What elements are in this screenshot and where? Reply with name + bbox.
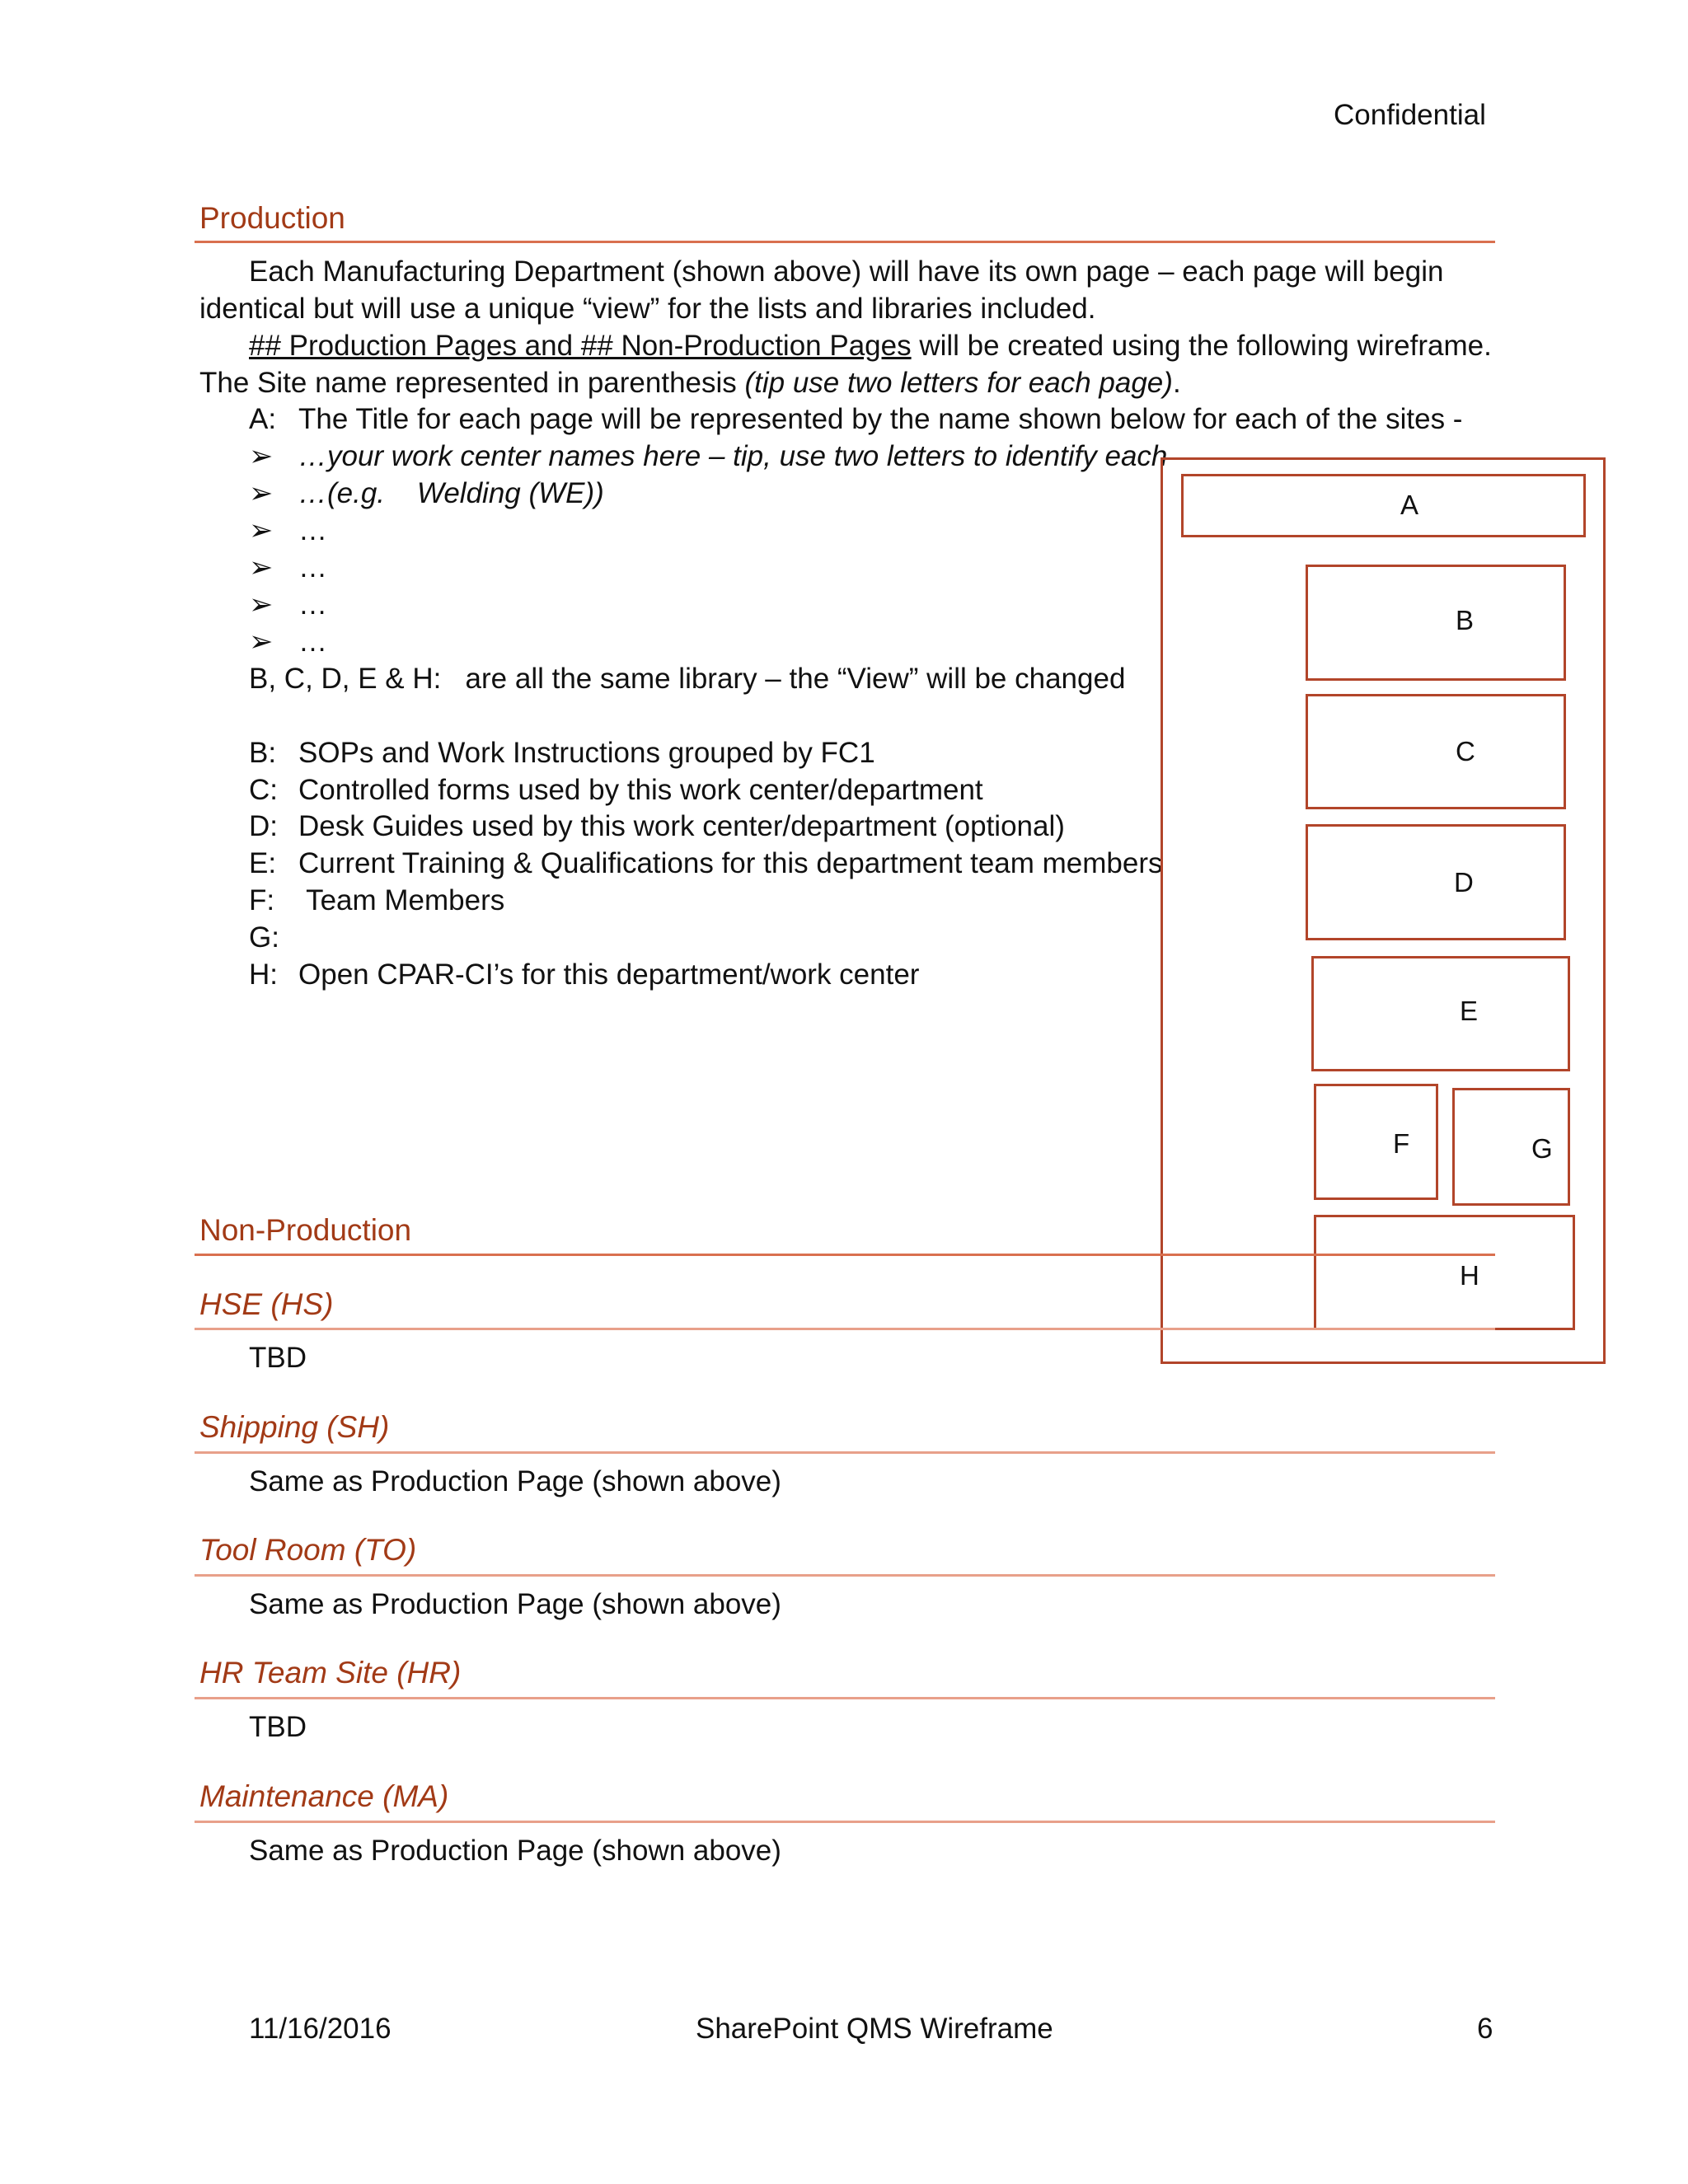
bullet-text: … <box>298 514 327 546</box>
wireframe-box-b <box>1306 565 1566 681</box>
wireframe-box-label: D <box>1454 867 1474 898</box>
section-rule <box>195 1451 1495 1454</box>
wireframe-box-label: G <box>1531 1133 1553 1164</box>
bullet-item <box>249 587 327 623</box>
item-key: F: <box>249 884 275 916</box>
wireframe-box-c <box>1306 694 1566 809</box>
section-body-hr: TBD <box>249 1711 307 1743</box>
production-para1-line1: Each Manufacturing Department (shown above) will have its own page – each page will begin <box>249 255 1444 288</box>
section-title-hse: HSE (HS) <box>199 1287 334 1321</box>
bullet-item <box>249 624 327 660</box>
production-para3-plain: The Site name represented in parenthesis <box>199 367 745 399</box>
item-h <box>249 957 919 993</box>
item-g <box>249 920 298 956</box>
wireframe-box-f <box>1314 1084 1438 1200</box>
wireframe-box-a <box>1181 474 1586 537</box>
item-text: Controlled forms used by this work center/department <box>298 774 983 806</box>
bullet-item <box>249 550 327 586</box>
production-para3-tip: (tip use two letters for each page) <box>744 367 1173 399</box>
item-key: D: <box>249 810 278 842</box>
non-production-heading: Non-Production <box>199 1213 412 1247</box>
item-b <box>249 735 875 771</box>
item-f <box>249 883 504 919</box>
footer-page-number: 6 <box>1477 2013 1493 2045</box>
wireframe-box-label: E <box>1460 996 1479 1026</box>
bullet-text: … <box>298 588 327 621</box>
bullet-item <box>249 476 604 512</box>
footer-title: SharePoint QMS Wireframe <box>696 2013 1053 2045</box>
production-heading-rule <box>195 241 1495 243</box>
item-text: SOPs and Work Instructions grouped by FC1 <box>298 737 875 769</box>
item-e <box>249 846 1163 882</box>
production-pages-link-text: ## Production Pages and ## Non-Production Pages <box>249 330 912 362</box>
wireframe-box-e <box>1311 956 1570 1071</box>
item-key: E: <box>249 847 277 879</box>
bullet-item <box>249 513 327 549</box>
section-title-maintenance: Maintenance (MA) <box>199 1779 449 1813</box>
item-a-key: A: <box>249 403 277 435</box>
header-confidential: Confidential <box>1334 99 1486 131</box>
section-rule <box>195 1574 1495 1577</box>
section-title-tool-room: Tool Room (TO) <box>199 1533 417 1567</box>
item-a-text: The Title for each page will be represented by the name shown below for each of the sites - <box>298 403 1463 435</box>
item-c <box>249 772 983 808</box>
production-para2-rest: will be created using the following wireframe. <box>911 330 1492 362</box>
section-title-shipping: Shipping (SH) <box>199 1410 390 1444</box>
item-key: B: <box>249 737 277 769</box>
item-key: H: <box>249 958 278 991</box>
arrow-bullet-icon: ➢ <box>249 626 274 658</box>
section-body-hse: TBD <box>249 1342 307 1374</box>
production-para1-line2: identical but will use a unique “view” for the lists and libraries included. <box>199 293 1096 325</box>
arrow-bullet-icon: ➢ <box>249 440 274 472</box>
footer-date: 11/16/2016 <box>249 2013 392 2045</box>
arrow-bullet-icon: ➢ <box>249 588 274 621</box>
section-body-shipping: Same as Production Page (shown above) <box>249 1465 781 1497</box>
section-body-tool-room: Same as Production Page (shown above) <box>249 1588 781 1620</box>
wireframe-box-d <box>1306 824 1566 940</box>
bullet-text: … <box>298 551 327 583</box>
wireframe-box-label: A <box>1400 490 1419 520</box>
section-rule <box>195 1821 1495 1823</box>
item-d <box>249 808 1065 845</box>
item-text: Current Training & Qualifications for this department team members <box>298 847 1163 879</box>
production-para3 <box>199 365 1181 401</box>
bullet-text: …(e.g. Welding (WE)) <box>298 477 604 509</box>
wireframe-box-label: C <box>1456 736 1475 766</box>
section-body-maintenance: Same as Production Page (shown above) <box>249 1835 781 1867</box>
section-rule <box>195 1697 1495 1699</box>
wireframe-box-g <box>1452 1088 1570 1206</box>
production-para2 <box>249 328 1492 364</box>
bullet-item <box>249 438 1167 475</box>
item-text: Desk Guides used by this work center/department (optional) <box>298 810 1065 842</box>
section-title-hr: HR Team Site (HR) <box>199 1656 462 1690</box>
wireframe-box-label: F <box>1393 1128 1410 1159</box>
arrow-bullet-icon: ➢ <box>249 477 274 509</box>
item-key: C: <box>249 774 278 806</box>
section-rule <box>195 1328 1495 1330</box>
arrow-bullet-icon: ➢ <box>249 551 274 583</box>
bullet-text: …your work center names here – tip, use two letters to identify each <box>298 440 1168 472</box>
bullet-text: … <box>298 626 327 658</box>
arrow-bullet-icon: ➢ <box>249 514 274 546</box>
same-library-note: B, C, D, E & H: are all the same library – the “View” will be changed <box>249 663 1126 695</box>
production-heading: Production <box>199 201 345 235</box>
wireframe-box-h <box>1314 1215 1575 1330</box>
item-text: Open CPAR-CI’s for this department/work center <box>298 958 920 991</box>
wireframe-box-label: H <box>1460 1260 1479 1291</box>
non-production-heading-rule <box>195 1254 1495 1256</box>
item-text: Team Members <box>298 884 505 916</box>
production-para3-end: . <box>1172 367 1181 399</box>
wireframe-box-label: B <box>1456 605 1475 635</box>
item-key: G: <box>249 921 279 954</box>
item-a <box>249 401 1462 438</box>
